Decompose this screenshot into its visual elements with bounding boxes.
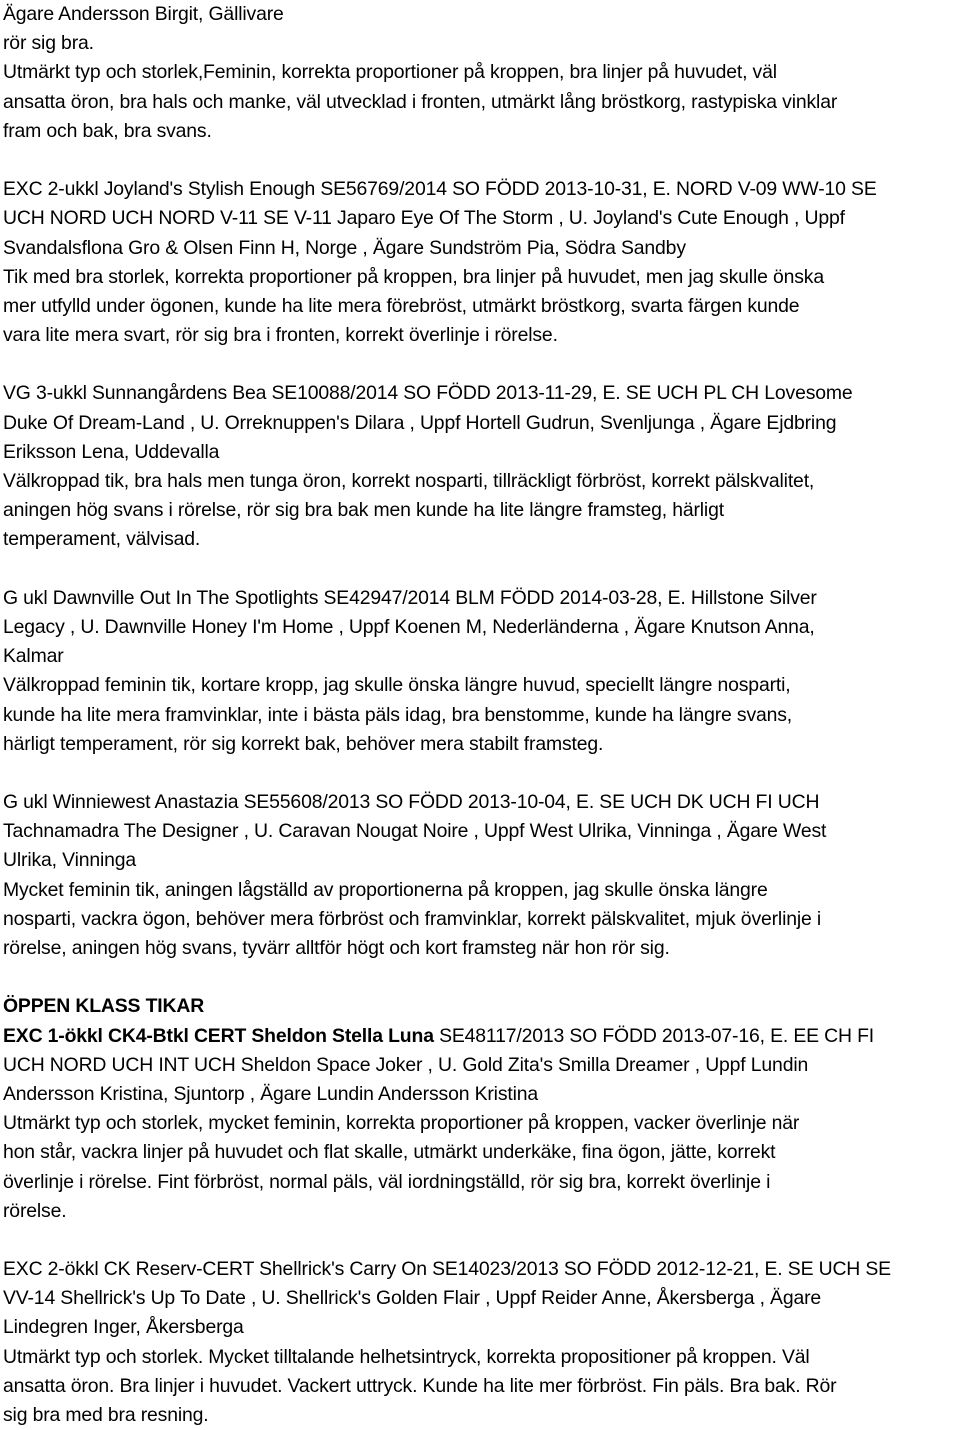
entry-block-sheldon-stella-luna bbox=[3, 992, 955, 1226]
text-line: Tachnamadra The Designer , U. Caravan Nougat Noire , Uppf West Ulrika, Vinninga , Ägare West bbox=[3, 820, 827, 843]
entry-heading-line: G ukl Winniewest Anastazia SE55608/2013 SO FÖDD 2013-10-04, E. SE UCH DK UCH FI UCH bbox=[3, 791, 820, 814]
critique-line: ansatta öron. Bra linjer i huvudet. Vackert uttryck. Kunde ha lite mer förbröst. Fin päls. Bra bak. Rör bbox=[3, 1374, 837, 1397]
entry-heading-bold: EXC 1-ökkl CK4-Btkl CERT Sheldon Stella Luna bbox=[3, 1024, 434, 1047]
document-page bbox=[3, 0, 955, 1430]
section-heading bbox=[3, 992, 955, 1021]
text-line: Eriksson Lena, Uddevalla bbox=[3, 440, 220, 463]
critique-line: kunde ha lite mera framvinklar, inte i bästa päls idag, bra benstomme, kunde ha längre svans, bbox=[3, 703, 793, 726]
text-line: Andersson Kristina, Sjuntorp , Ägare Lundin Andersson Kristina bbox=[3, 1082, 539, 1105]
text-line: fram och bak, bra svans. bbox=[3, 119, 212, 142]
text-line: rör sig bra. bbox=[3, 32, 94, 55]
text-line: VV-14 Shellrick's Up To Date , U. Shellrick's Golden Flair , Uppf Reider Anne, Åkersberga , Ägare bbox=[3, 1287, 822, 1310]
critique-line: mer utfylld under ögonen, kunde ha lite mera förebröst, utmärkt bröstkorg, svarta färgen kunde bbox=[3, 294, 800, 317]
entry-heading-line: EXC 2-ukkl Joyland's Stylish Enough SE56769/2014 SO FÖDD 2013-10-31, E. NORD V-09 WW-10 SE bbox=[3, 178, 877, 201]
critique-line: Utmärkt typ och storlek. Mycket tilltalande helhetsintryck, korrekta propositioner på kroppen. Väl bbox=[3, 1345, 810, 1368]
paragraph-gap bbox=[3, 350, 955, 379]
entry-block-winniewest-anastazia bbox=[3, 788, 955, 963]
critique-line: Tik med bra storlek, korrekta proportioner på kroppen, bra linjer på huvudet, men jag skulle önska bbox=[3, 265, 824, 288]
text-line: Duke Of Dream-Land , U. Orreknuppen's Dilara , Uppf Hortell Gudrun, Svenljunga , Ägare Ejdbring bbox=[3, 411, 837, 434]
text-line: Legacy , U. Dawnville Honey I'm Home , Uppf Koenen M, Nederländerna , Ägare Knutson Anna, bbox=[3, 615, 815, 638]
critique-line: hon står, vackra linjer på huvudet och flat skalle, utmärkt underkäke, fina ögon, jätte, korrekt bbox=[3, 1141, 776, 1164]
entry-heading-line: G ukl Dawnville Out In The Spotlights SE42947/2014 BLM FÖDD 2014-03-28, E. Hillstone Silver bbox=[3, 586, 817, 609]
text-line: Utmärkt typ och storlek,Feminin, korrekta proportioner på kroppen, bra linjer på huvudet, väl bbox=[3, 61, 777, 84]
critique-line: överlinje i rörelse. Fint förbröst, normal päls, väl iordningställd, rör sig bra, korrekt överlinje i bbox=[3, 1170, 771, 1193]
critique-line: aningen hög svans i rörelse, rör sig bra bak men kunde ha lite längre framsteg, härligt bbox=[3, 499, 724, 522]
critique-line: temperament, välvisad. bbox=[3, 528, 201, 551]
entry-heading-line: EXC 2-ökkl CK Reserv-CERT Shellrick's Carry On SE14023/2013 SO FÖDD 2012-12-21, E. SE UCH SE bbox=[3, 1258, 891, 1281]
text-line: Lindegren Inger, Åkersberga bbox=[3, 1316, 244, 1339]
critique-line: Välkroppad tik, bra hals men tunga öron, korrekt nosparti, tillräckligt förbröst, korrekt pälskvalitet, bbox=[3, 470, 815, 492]
text-line: Ägare Andersson Birgit, Gällivare bbox=[3, 3, 284, 25]
text-line: UCH NORD UCH NORD V-11 SE V-11 Japaro Eye Of The Storm , U. Joyland's Cute Enough , Uppf bbox=[3, 207, 845, 230]
text-line: UCH NORD UCH INT UCH Sheldon Space Joker , U. Gold Zita's Smilla Dreamer , Uppf Lundin bbox=[3, 1053, 809, 1076]
text-line: Kalmar bbox=[3, 645, 64, 668]
text-line: Ulrika, Vinninga bbox=[3, 849, 137, 872]
entry-block-sunnangardens-bea bbox=[3, 379, 955, 554]
section-heading-text: ÖPPEN KLASS TIKAR bbox=[3, 995, 205, 1018]
text-line: ansatta öron, bra hals och manke, väl utvecklad i fronten, utmärkt lång bröstkorg, rastypiska vinklar bbox=[3, 90, 838, 113]
critique-line: rörelse, aningen hög svans, tyvärr alltför högt och kort framsteg när hon rör sig. bbox=[3, 937, 670, 959]
paragraph-gap bbox=[3, 146, 955, 175]
critique-line: sig bra med bra resning. bbox=[3, 1404, 209, 1426]
entry-heading-line bbox=[3, 1022, 955, 1051]
paragraph-gap bbox=[3, 1226, 955, 1255]
paragraph-gap bbox=[3, 759, 955, 788]
critique-line: Mycket feminin tik, aningen lågställd av proportionerna på kroppen, jag skulle önska längre bbox=[3, 878, 768, 901]
text-line: Svandalsflona Gro & Olsen Finn H, Norge , Ägare Sundström Pia, Södra Sandby bbox=[3, 236, 686, 259]
paragraph-gap bbox=[3, 963, 955, 992]
critique-line: Välkroppad feminin tik, kortare kropp, jag skulle önska längre huvud, speciellt längre nosparti, bbox=[3, 674, 791, 697]
entry-block-dawnville-out-in-the-spotlights bbox=[3, 584, 955, 759]
critique-line: nosparti, vackra ögon, behöver mera förbröst och framvinklar, korrekt pälskvalitet, mjuk överlinje i bbox=[3, 907, 822, 930]
critique-line: rörelse. bbox=[3, 1199, 67, 1222]
entry-heading-rest: SE48117/2013 SO FÖDD 2013-07-16, E. EE CH FI bbox=[433, 1024, 875, 1047]
entry-heading-line: VG 3-ukkl Sunnangårdens Bea SE10088/2014 SO FÖDD 2013-11-29, E. SE UCH PL CH Lovesome bbox=[3, 382, 853, 405]
critique-line: vara lite mera svart, rör sig bra i fronten, korrekt överlinje i rörelse. bbox=[3, 324, 558, 347]
entry-block-shellricks-carry-on bbox=[3, 1255, 955, 1430]
entry-block-joylands-stylish-enough bbox=[3, 175, 955, 350]
paragraph-gap bbox=[3, 555, 955, 584]
critique-line: härligt temperament, rör sig korrekt bak, behöver mera stabilt framsteg. bbox=[3, 732, 604, 755]
entry-block-continuation bbox=[3, 0, 955, 146]
critique-line: Utmärkt typ och storlek, mycket feminin, korrekta proportioner på kroppen, vacker överlinje när bbox=[3, 1112, 800, 1135]
